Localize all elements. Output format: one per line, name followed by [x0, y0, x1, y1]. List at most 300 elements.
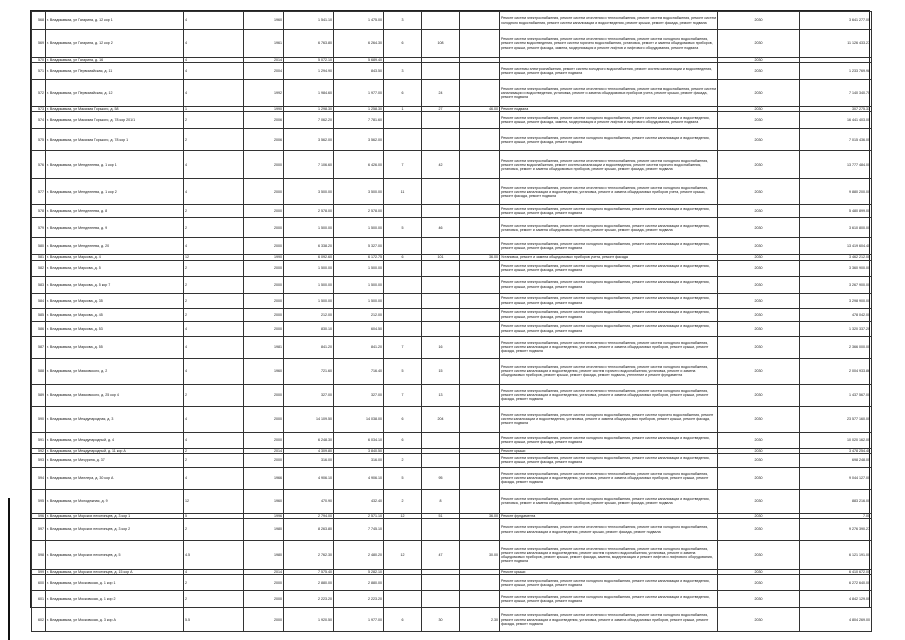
col9-cell	[460, 293, 500, 308]
address-cell: г. Владикавказ, ул Морских пехотинцев, д. 5	[46, 541, 184, 570]
row-number: 571	[32, 63, 46, 80]
floors-cell: 2	[184, 205, 244, 218]
row-number: 573	[32, 107, 46, 112]
cost-cell: 7 015 436.00	[800, 129, 872, 151]
cost-cell: 4 842 129.00	[800, 591, 872, 608]
row-number: 574	[32, 112, 46, 129]
period-cell: 2030	[718, 58, 800, 63]
year-cell: 2004	[244, 63, 284, 80]
year-cell: 1980	[244, 541, 284, 570]
floors-cell: 2	[184, 384, 244, 406]
col8-cell	[422, 12, 460, 30]
col8-cell	[422, 205, 460, 218]
cost-cell: 9 276 390.27	[800, 519, 872, 541]
total-area-cell: 316.00	[284, 453, 334, 467]
works-cell: Ремонт систем электроснабжения, ремонт систем холодного водоснабжения, ремонт систем канализации и водоотведения, ремонт крыши, ремонт фасада, ремонт подвала	[500, 321, 718, 336]
living-area-cell: 327.00	[334, 384, 384, 406]
table-row	[32, 179, 872, 205]
year-cell: 2014	[244, 58, 284, 63]
year-cell: 2000	[244, 432, 284, 448]
total-area-cell: 830.10	[284, 321, 334, 336]
col8-cell: 101	[422, 255, 460, 260]
living-area-cell: 1 977.00	[334, 608, 384, 632]
period-cell: 2030	[718, 432, 800, 448]
col9-cell: 30.00	[460, 541, 500, 570]
year-cell: 1961	[244, 30, 284, 58]
table-row	[32, 453, 872, 467]
col7-cell: 3	[384, 63, 422, 80]
period-cell: 2030	[718, 151, 800, 179]
living-area-cell: 6 172.75	[334, 255, 384, 260]
floors-cell: 4	[184, 58, 244, 63]
row-number: 601	[32, 591, 46, 608]
total-area-cell: 212.00	[284, 308, 334, 321]
col7-cell	[384, 575, 422, 591]
col7-cell: 7	[384, 336, 422, 358]
floors-cell: 2	[184, 293, 244, 308]
col8-cell	[422, 308, 460, 321]
row-number: 602	[32, 608, 46, 632]
year-cell: 2000	[244, 575, 284, 591]
total-area-cell: 3 562.00	[284, 129, 334, 151]
total-area-cell: 1 298.30	[284, 107, 334, 112]
col9-cell	[460, 308, 500, 321]
col9-cell	[460, 453, 500, 467]
total-area-cell: 8 263.80	[284, 519, 334, 541]
works-cell: Ремонт крыши	[500, 448, 718, 453]
col7-cell: 6	[384, 30, 422, 58]
year-cell: 1966	[244, 467, 284, 489]
floors-cell: 4	[184, 467, 244, 489]
col9-cell	[460, 80, 500, 107]
address-cell: г. Владикавказ, ул Маркова, д. 53	[46, 321, 184, 336]
address-cell: г. Владикавказ, ул Менделеева, д. 20	[46, 238, 184, 255]
cost-cell: 3 267 900.00	[800, 276, 872, 293]
period-cell: 2030	[718, 608, 800, 632]
period-cell: 2030	[718, 260, 800, 276]
works-cell: Ремонт систем электроснабжения, ремонт систем отопления и теплоснабжения, ремонт систем холодного водоснабжения, ремонт систем водоотведения, ремонт систем горячего водоснабжения, установка, ремонт и замена общедомовых приборов, ремонт крыши, ремонт фасада, замена, модернизация и ремонт лифтов и лифтового оборудования, ремонт подвала	[500, 30, 718, 58]
floors-cell: 4	[184, 238, 244, 255]
table-row	[32, 63, 872, 80]
year-cell: 1960	[244, 12, 284, 30]
year-cell: 2000	[244, 321, 284, 336]
works-cell: Ремонт систем электроснабжения, ремонт систем холодного водоснабжения, ремонт систем канализации и водоотведения, ремонт крыши, ремонт фасада, ремонт подвала	[500, 575, 718, 591]
cost-cell: 2 004 933.86	[800, 358, 872, 384]
row-number: 572	[32, 80, 46, 107]
cost-cell: 3 641 277.00	[800, 12, 872, 30]
living-area-cell: 2 571.10	[334, 513, 384, 518]
col7-cell	[384, 519, 422, 541]
year-cell: 2000	[244, 260, 284, 276]
row-number: 570	[32, 58, 46, 63]
col8-cell	[422, 575, 460, 591]
col7-cell: 11	[384, 179, 422, 205]
address-cell: г. Владикавказ, ул Московская, д. 3 кор А	[46, 608, 184, 632]
period-cell: 2030	[718, 30, 800, 58]
year-cell: 2000	[244, 151, 284, 179]
address-cell: г. Владикавказ, ул Маркова, д. 4	[46, 255, 184, 260]
living-area-cell: 1 500.00	[334, 276, 384, 293]
cost-cell: 9 880 200.00	[800, 179, 872, 205]
col7-cell	[384, 129, 422, 151]
address-cell: г. Владикавказ, ул Морских пехотинцев, д. 3 кор 2	[46, 519, 184, 541]
works-cell: Ремонт системы электроснабжения, ремонт систем холодного водоснабжения, ремонт систем канализации и водоотведения, ремонт крыши, ремонт фасада, ремонт подвала	[500, 63, 718, 80]
cost-cell: 478 042.00	[800, 308, 872, 321]
living-area-cell: 7 781.60	[334, 112, 384, 129]
floors-cell: 2	[184, 519, 244, 541]
cost-cell: 10 020 162.00	[800, 432, 872, 448]
table-row	[32, 218, 872, 238]
cost-cell: 23 577 160.00	[800, 406, 872, 432]
living-area-cell: 6 034.10	[334, 432, 384, 448]
table-row	[32, 358, 872, 384]
row-number: 587	[32, 336, 46, 358]
col7-cell	[384, 238, 422, 255]
col8-cell: 24	[422, 80, 460, 107]
period-cell: 2030	[718, 575, 800, 591]
year-cell: 2000	[244, 293, 284, 308]
col9-cell	[460, 591, 500, 608]
period-cell: 2030	[718, 519, 800, 541]
col9-cell	[460, 276, 500, 293]
living-area-cell: 1 500.00	[334, 260, 384, 276]
col8-cell: 13	[422, 384, 460, 406]
address-cell: г. Владикавказ, ул Максима Горького, д. 78 кор 1	[46, 129, 184, 151]
period-cell: 2030	[718, 218, 800, 238]
floors-cell: 2	[184, 129, 244, 151]
living-area-cell: 1 500.00	[334, 218, 384, 238]
works-cell: Ремонт систем электроснабжения, ремонт систем отопления и теплоснабжения, ремонт систем холодного водоснабжения, ремонт систем канализации и водоотведения, установка, ремонт и замена общедомовых приборов, ремонт крыши, ремонт фасада, ремонт подвала	[500, 467, 718, 489]
col8-cell	[422, 238, 460, 255]
col8-cell	[422, 519, 460, 541]
address-cell: г. Владикавказ, ул Гагарина, д. 12 кор 1	[46, 12, 184, 30]
cost-cell: 4 804 269.00	[800, 608, 872, 632]
address-cell: г. Владикавказ, ул Максима Горького, д. 78 кор 201/1	[46, 112, 184, 129]
living-area-cell: 7 745.10	[334, 519, 384, 541]
works-cell: Ремонт систем электроснабжения, ремонт систем отопления и теплоснабжения, ремонт систем водоснабжения, ремонт систем холодного водоснабжения, ремонт систем канализации и водоотведения, ремонт крыши, ремонт фасада, ремонт подвала	[500, 12, 718, 30]
floors-cell: 4	[184, 151, 244, 179]
col9-cell	[460, 179, 500, 205]
col7-cell	[384, 308, 422, 321]
works-cell: Ремонт систем электроснабжения, ремонт систем отопления и теплоснабжения, ремонт систем холодного водоснабжения, ремонт систем канализации и водоотведения, установка, ремонт и замена общедомовых приборов учета, ремонт крыши, ремонт фасада, ремонт подвала	[500, 179, 718, 205]
address-cell: г. Владикавказ, ул Морских пехотинцев, д. 3 кор 1	[46, 513, 184, 518]
year-cell: 1981	[244, 336, 284, 358]
year-cell: 1992	[244, 80, 284, 107]
works-cell: Ремонт систем электроснабжения, ремонт систем холодного водоснабжения, ремонт систем канализации и водоотведения, ремонт крыши, ремонт фасада, ремонт подвала	[500, 260, 718, 276]
floors-cell: 1	[184, 107, 244, 112]
period-cell: 2030	[718, 489, 800, 513]
address-cell: г. Владикавказ, ул Маркова, д. 45	[46, 308, 184, 321]
col9-cell	[460, 384, 500, 406]
period-cell: 2030	[718, 308, 800, 321]
address-cell: г. Владикавказ, ул Первомайская, д. 11	[46, 63, 184, 80]
row-number: 599	[32, 570, 46, 575]
living-area-cell: 2 223.20	[334, 591, 384, 608]
col9-cell	[460, 260, 500, 276]
period-cell: 2030	[718, 513, 800, 518]
row-number: 568	[32, 12, 46, 30]
floors-cell: 2	[184, 276, 244, 293]
col9-cell: 2.30	[460, 608, 500, 632]
year-cell: 2000	[244, 308, 284, 321]
living-area-cell: 212.00	[334, 308, 384, 321]
row-number: 586	[32, 321, 46, 336]
row-number: 577	[32, 179, 46, 205]
table-row	[32, 30, 872, 58]
col9-cell	[460, 30, 500, 58]
col8-cell	[422, 432, 460, 448]
col8-cell	[422, 112, 460, 129]
address-cell: г. Владикавказ, ул Московская, д. 1 кор 2	[46, 591, 184, 608]
period-cell: 2030	[718, 406, 800, 432]
address-cell: г. Владикавказ, ул Менделеева, д. 1 кор 2	[46, 179, 184, 205]
works-cell: Ремонт систем электроснабжения, ремонт систем отопления и теплоснабжения, ремонт систем холодного водоснабжения, ремонт систем канализации и водоотведения, установка, ремонт и замена общедомовых приборов, ремонт крыши, ремонт фасада, ремонт подвала	[500, 608, 718, 632]
col8-cell: 16	[422, 336, 460, 358]
address-cell: г. Владикавказ, ул Международный, д. 11 кор А	[46, 448, 184, 453]
year-cell: 2000	[244, 406, 284, 432]
row-number: 584	[32, 293, 46, 308]
total-area-cell: 2 794.00	[284, 513, 334, 518]
year-cell: 2000	[244, 238, 284, 255]
address-cell: г. Владикавказ, ул Менделеева, д. 8	[46, 205, 184, 218]
page-edge-mark	[8, 498, 10, 640]
floors-cell: 4	[184, 570, 244, 575]
floors-cell: 12	[184, 255, 244, 260]
address-cell: г. Владикавказ, ул Маркова, д. 5	[46, 260, 184, 276]
works-cell: Ремонт систем электроснабжения, ремонт систем холодного водоснабжения, ремонт систем канализации и водоотведения, ремонт крыши, ремонт фасада, ремонт подвала	[500, 205, 718, 218]
col8-cell	[422, 129, 460, 151]
col7-cell: 3	[384, 12, 422, 30]
col9-cell	[460, 432, 500, 448]
cost-cell: 698 248.00	[800, 453, 872, 467]
total-area-cell: 5 072.10	[284, 58, 334, 63]
col9-cell	[460, 205, 500, 218]
address-cell: г. Владикавказ, ул Морских пехотинцев, д. 15 кор А	[46, 570, 184, 575]
period-cell: 2030	[718, 205, 800, 218]
address-cell: г. Владикавказ, ул Молодежная, д. 9	[46, 489, 184, 513]
period-cell: 2030	[718, 112, 800, 129]
col9-cell	[460, 489, 500, 513]
table-row	[32, 129, 872, 151]
address-cell: г. Владикавказ, ул Московская, д. 1 кор 1	[46, 575, 184, 591]
floors-cell: 4	[184, 80, 244, 107]
living-area-cell: 716.40	[334, 358, 384, 384]
living-area-cell: 1 475.00	[334, 12, 384, 30]
total-area-cell: 14 109.50	[284, 406, 334, 432]
row-number: 594	[32, 467, 46, 489]
col9-cell	[460, 358, 500, 384]
total-area-cell: 4 309.80	[284, 448, 334, 453]
total-area-cell: 2 223.20	[284, 591, 334, 608]
col9-cell: 46.00	[460, 107, 500, 112]
total-area-cell: 6 248.30	[284, 432, 334, 448]
table-row	[32, 238, 872, 255]
floors-cell: 2	[184, 575, 244, 591]
row-number: 580	[32, 238, 46, 255]
repair-table	[31, 11, 872, 632]
col7-cell: 12	[384, 541, 422, 570]
living-area-cell: 843.50	[334, 63, 384, 80]
total-area-cell: 470.90	[284, 489, 334, 513]
col7-cell: 7	[384, 384, 422, 406]
table-row	[32, 260, 872, 276]
col9-cell	[460, 406, 500, 432]
total-area-cell: 7 062.20	[284, 112, 334, 129]
table-row	[32, 406, 872, 432]
address-cell: г. Владикавказ, ул Маяковского, д. 25 кор 4	[46, 384, 184, 406]
col8-cell	[422, 591, 460, 608]
year-cell: 2000	[244, 276, 284, 293]
col7-cell: 6	[384, 255, 422, 260]
address-cell: г. Владикавказ, ул Мичурина, д. 37	[46, 453, 184, 467]
year-cell: 1960	[244, 358, 284, 384]
col8-cell	[422, 179, 460, 205]
col9-cell	[460, 575, 500, 591]
table-row	[32, 384, 872, 406]
col8-cell: 51	[422, 513, 460, 518]
cost-cell: 16 441 403.00	[800, 112, 872, 129]
table-row	[32, 336, 872, 358]
floors-cell: 5.5	[184, 608, 244, 632]
col8-cell: 46	[422, 218, 460, 238]
table-row	[32, 519, 872, 541]
works-cell: Ремонт систем электроснабжения, ремонт систем отопления и теплоснабжения, ремонт систем холодного водоснабжения, ремонт систем канализации и водоотведения, ремонт крыши, ремонт фасада, ремонт подвала	[500, 519, 718, 541]
cost-cell: 5 480 899.00	[800, 205, 872, 218]
cost-cell: 3 478 254.40	[800, 448, 872, 453]
total-area-cell: 7 575.40	[284, 570, 334, 575]
col9-cell	[460, 467, 500, 489]
year-cell: 1996	[244, 513, 284, 518]
living-area-cell: 1 258.30	[334, 107, 384, 112]
living-area-cell: 3 562.00	[334, 129, 384, 151]
period-cell: 2030	[718, 238, 800, 255]
cost-cell: 6 121 191.00	[800, 541, 872, 570]
address-cell: г. Владикавказ, ул Максима Горького, д. 58	[46, 107, 184, 112]
period-cell: 2030	[718, 129, 800, 151]
period-cell: 2030	[718, 591, 800, 608]
year-cell: 1990	[244, 107, 284, 112]
address-cell: г. Владикавказ, ул Первомайская, д. 12	[46, 80, 184, 107]
total-area-cell: 2 880.00	[284, 575, 334, 591]
cost-cell: 3 360 900.00	[800, 260, 872, 276]
table-row	[32, 467, 872, 489]
col7-cell	[384, 112, 422, 129]
address-cell: г. Владикавказ, ул Международная, д. 3	[46, 406, 184, 432]
works-cell: Ремонт систем электроснабжения, ремонт систем холодного водоснабжения, ремонт систем канализации и водоотведения, ремонт крыши, ремонт фасада, замена, модернизация и ремонт лифтов и лифтового оборудования, ремонт подвала	[500, 112, 718, 129]
floors-cell: 4	[184, 358, 244, 384]
col7-cell	[384, 205, 422, 218]
row-number: 596	[32, 513, 46, 518]
cost-cell: 3 298 900.00	[800, 293, 872, 308]
address-cell: г. Владикавказ, ул Менделеева, д. 9	[46, 218, 184, 238]
address-cell: г. Владикавказ, ул Гагарина, д. 12 кор 2	[46, 30, 184, 58]
floors-cell: 2	[184, 448, 244, 453]
works-cell: Ремонт систем электроснабжения, ремонт систем холодного водоснабжения, ремонт систем канализации и водоотведения, ремонт крыши, ремонт фасада, ремонт подвала	[500, 293, 718, 308]
works-cell: Ремонт систем электроснабжения, ремонт систем холодного водоснабжения, ремонт систем канализации и водоотведения, установка, ремонт и замена общедомовых приборов, ремонт крыши, ремонт фасада, ремонт подвала	[500, 489, 718, 513]
floors-cell: 2	[184, 260, 244, 276]
row-number: 583	[32, 276, 46, 293]
row-number: 575	[32, 129, 46, 151]
period-cell: 2030	[718, 107, 800, 112]
col7-cell: 1	[384, 107, 422, 112]
floors-cell: 4	[184, 321, 244, 336]
period-cell: 2030	[718, 80, 800, 107]
col7-cell: 6	[384, 406, 422, 432]
living-area-cell: 2 578.00	[334, 205, 384, 218]
total-area-cell: 6 092.60	[284, 255, 334, 260]
col8-cell: 30	[422, 608, 460, 632]
total-area-cell: 1 541.10	[284, 12, 334, 30]
period-cell: 2030	[718, 358, 800, 384]
address-cell: г. Владикавказ, ул Маркова, д. 5 кор 7	[46, 276, 184, 293]
col9-cell: 36.00	[460, 255, 500, 260]
address-cell: г. Владикавказ, ул Маркова, д. 35	[46, 293, 184, 308]
year-cell: 2000	[244, 218, 284, 238]
living-area-cell: 5 689.40	[334, 58, 384, 63]
floors-cell: 12	[184, 489, 244, 513]
living-area-cell: 6 264.30	[334, 30, 384, 58]
works-cell: Ремонт систем электроснабжения, ремонт систем отопления и теплоснабжения, ремонт систем холодного водоснабжения, ремонт систем канализации и водоотведения, установка, ремонт и замена общедомовых приборов, ремонт крыши, ремонт фасада, ремонт подвала	[500, 384, 718, 406]
year-cell: 2014	[244, 448, 284, 453]
living-area-cell: 6 426.00	[334, 151, 384, 179]
living-area-cell: 3 500.00	[334, 179, 384, 205]
floors-cell: 4	[184, 406, 244, 432]
row-number: 597	[32, 519, 46, 541]
cost-cell: 13 777 484.00	[800, 151, 872, 179]
table-row	[32, 276, 872, 293]
living-area-cell: 1 977.00	[334, 80, 384, 107]
works-cell: Ремонт систем электроснабжения, ремонт систем холодного водоснабжения, ремонт систем канализации и водоотведения, ремонт крыши, ремонт фасада, ремонт подвала	[500, 453, 718, 467]
row-number: 581	[32, 255, 46, 260]
address-cell: г. Владикавказ, ул Менделеева, д. 1 кор 1	[46, 151, 184, 179]
table-row	[32, 112, 872, 129]
total-area-cell: 1 984.60	[284, 80, 334, 107]
period-cell: 2030	[718, 293, 800, 308]
year-cell: 2000	[244, 179, 284, 205]
total-area-cell: 4 906.10	[284, 467, 334, 489]
col8-cell	[422, 63, 460, 80]
cost-cell: 3 610 800.00	[800, 218, 872, 238]
period-cell: 2030	[718, 336, 800, 358]
col9-cell	[460, 129, 500, 151]
works-cell: Ремонт систем электроснабжения, ремонт систем холодного водоснабжения, ремонт систем канализации и водоотведения, ремонт крыши, ремонт фасада, ремонт подвала	[500, 129, 718, 151]
col7-cell: 6	[384, 432, 422, 448]
table-row	[32, 293, 872, 308]
works-cell: Ремонт систем электроснабжения, ремонт систем холодного водоснабжения, ремонт систем канализации и водоотведения, ремонт крыши, ремонт фасада, ремонт подвала	[500, 238, 718, 255]
address-cell: г. Владикавказ, ул Миллера, д. 30 кор А	[46, 467, 184, 489]
total-area-cell: 7 106.60	[284, 151, 334, 179]
col9-cell: 36.00	[460, 513, 500, 518]
col8-cell: 27	[422, 107, 460, 112]
living-area-cell: 841.20	[334, 336, 384, 358]
col7-cell: 5	[384, 218, 422, 238]
living-area-cell: 5 327.00	[334, 238, 384, 255]
col9-cell	[460, 63, 500, 80]
row-number: 569	[32, 30, 46, 58]
row-number: 582	[32, 260, 46, 276]
period-cell: 2030	[718, 541, 800, 570]
col9-cell	[460, 151, 500, 179]
year-cell: 1960	[244, 489, 284, 513]
col9-cell	[460, 336, 500, 358]
table-row	[32, 205, 872, 218]
cost-cell: 1 437 567.00	[800, 384, 872, 406]
cost-cell: 13 419 604.40	[800, 238, 872, 255]
col8-cell: 47	[422, 541, 460, 570]
floors-cell: 2	[184, 112, 244, 129]
year-cell: 2006	[244, 112, 284, 129]
period-cell: 2030	[718, 448, 800, 453]
